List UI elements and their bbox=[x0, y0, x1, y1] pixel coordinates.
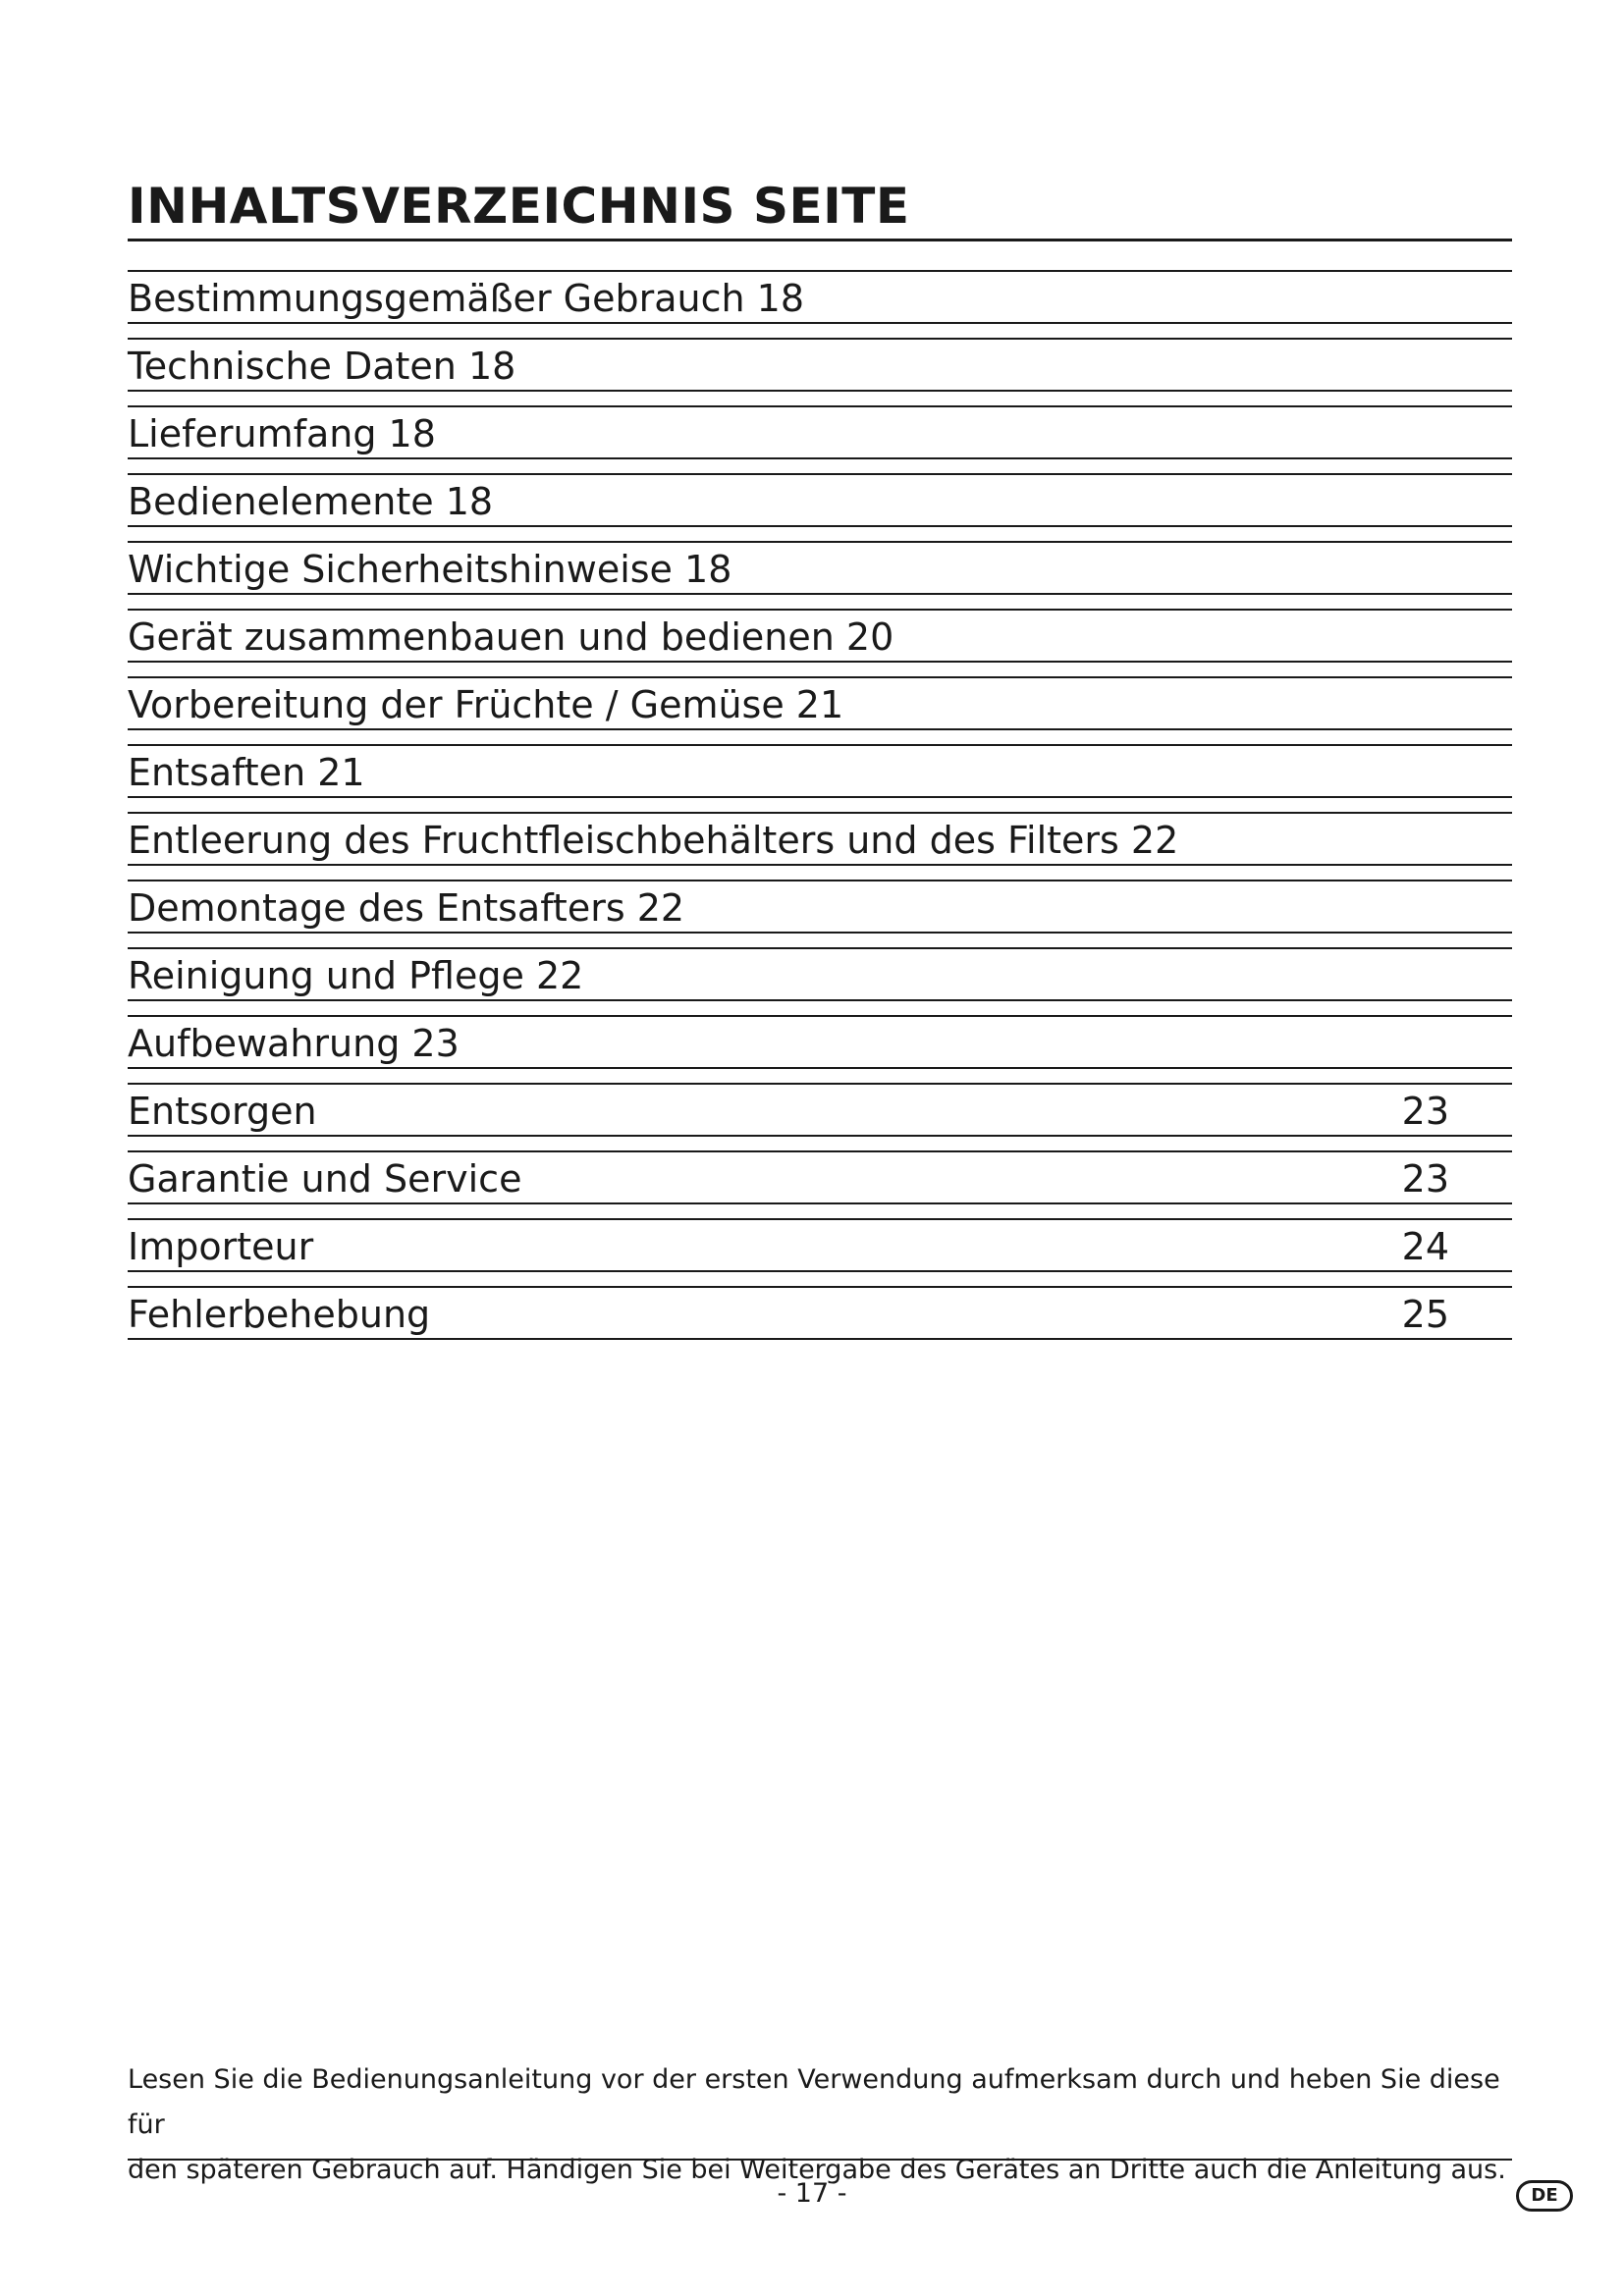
toc-entry bbox=[128, 405, 1512, 473]
toc-entry-label: Entleerung des Fruchtfleischbehälters und des Filters 22 bbox=[128, 819, 1179, 862]
toc-entry bbox=[128, 1286, 1512, 1354]
toc-entry bbox=[128, 744, 1512, 812]
toc-entry bbox=[128, 1150, 1512, 1218]
toc-entry-label: Demontage des Entsafters 22 bbox=[128, 886, 685, 930]
toc-entry bbox=[128, 270, 1512, 338]
toc-entry bbox=[128, 473, 1512, 541]
page-title: INHALTSVERZEICHNIS SEITE bbox=[128, 178, 910, 235]
toc-entry-label: Reinigung und Pflege 22 bbox=[128, 954, 584, 997]
usage-note-line: den späteren Gebrauch auf. Händigen Sie bei Weitergabe des Gerätes an Dritte auch die Anleitung aus. bbox=[128, 2155, 1506, 2185]
toc-entry-label: Entsaften 21 bbox=[128, 751, 365, 794]
toc-entry-page: 23 bbox=[1401, 1090, 1449, 1133]
toc-entry bbox=[128, 609, 1512, 676]
toc-entry bbox=[128, 541, 1512, 609]
table-of-contents bbox=[128, 270, 1512, 1354]
footer-divider bbox=[128, 2159, 1512, 2161]
toc-entry bbox=[128, 676, 1512, 744]
title-underline bbox=[128, 239, 1512, 241]
toc-entry-label: Fehlerbehebung bbox=[128, 1293, 431, 1336]
toc-entry-label: Gerät zusammenbauen und bedienen 20 bbox=[128, 615, 894, 659]
language-badge: DE bbox=[1516, 2180, 1573, 2212]
usage-note-line: Lesen Sie die Bedienungsanleitung vor der ersten Verwendung aufmerksam durch und heben Sie diese für bbox=[128, 2064, 1500, 2140]
toc-entry-label: Lieferumfang 18 bbox=[128, 412, 436, 455]
toc-entry-page: 24 bbox=[1401, 1225, 1449, 1268]
toc-entry bbox=[128, 338, 1512, 405]
usage-note bbox=[128, 2057, 1512, 2193]
toc-entry-label: Entsorgen bbox=[128, 1090, 317, 1133]
page-number: - 17 - bbox=[777, 2178, 847, 2209]
toc-entry-label: Garantie und Service bbox=[128, 1157, 522, 1201]
toc-entry-page: 23 bbox=[1401, 1157, 1449, 1201]
toc-entry-label: Aufbewahrung 23 bbox=[128, 1022, 460, 1065]
toc-entry bbox=[128, 812, 1512, 880]
toc-entry-label: Importeur bbox=[128, 1225, 314, 1268]
toc-entry-label: Wichtige Sicherheitshinweise 18 bbox=[128, 548, 732, 591]
toc-entry bbox=[128, 1083, 1512, 1150]
toc-entry-label: Vorbereitung der Früchte / Gemüse 21 bbox=[128, 683, 844, 726]
toc-entry bbox=[128, 947, 1512, 1015]
toc-entry bbox=[128, 880, 1512, 947]
toc-entry-label: Bedienelemente 18 bbox=[128, 480, 494, 523]
toc-entry-label: Technische Daten 18 bbox=[128, 345, 516, 388]
toc-entry bbox=[128, 1015, 1512, 1083]
toc-entry bbox=[128, 1218, 1512, 1286]
toc-entry-page: 25 bbox=[1401, 1293, 1449, 1336]
toc-entry-label: Bestimmungsgemäßer Gebrauch 18 bbox=[128, 277, 804, 320]
